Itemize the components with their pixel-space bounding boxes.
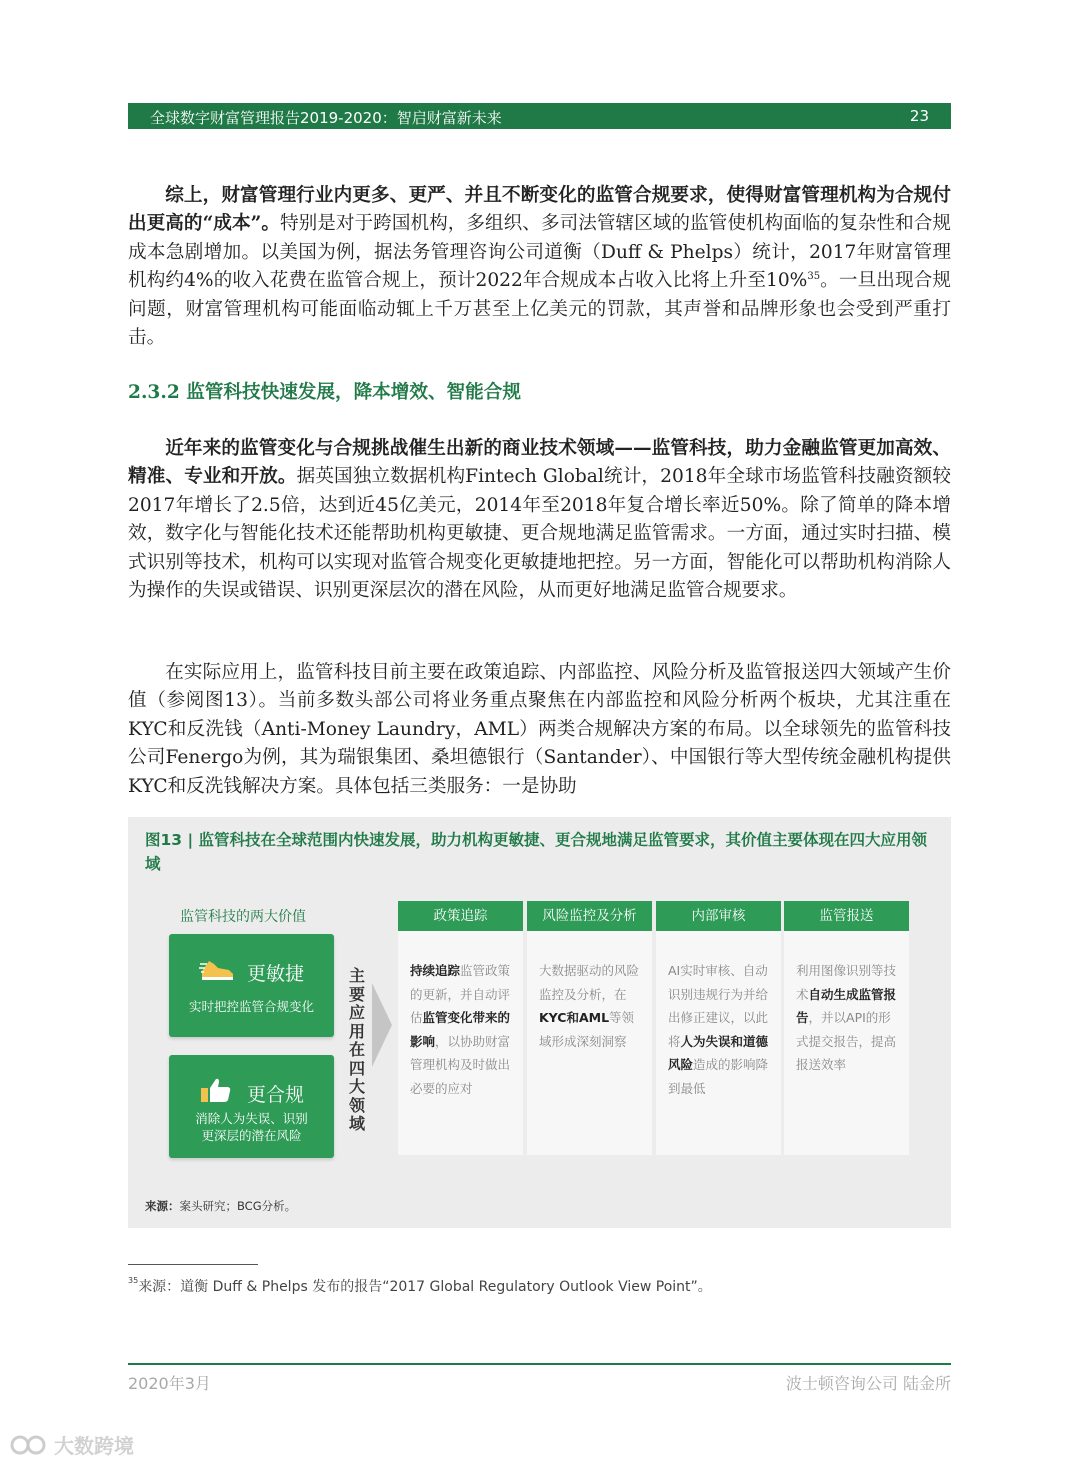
watermark <box>10 1430 134 1459</box>
paragraph-text: 特别是对于跨国机构，多组织、多司法管辖区域的监管使机构面临的复杂性和合规成本急剧增加。以美国为例，据法务管理咨询公司道衡（Duff & Phelps）统计，2017年财富管理机构约4%的收入花费在监管合规上，预计2022年合规成本占收入比将上升至10% <box>128 213 951 292</box>
domain-highlight: 人为失误和道德风险 <box>668 1033 769 1072</box>
domain-highlight: 持续追踪 <box>410 963 461 978</box>
domain-internal-audit <box>656 901 781 1155</box>
report-title: 全球数字财富管理报告2019-2020：智启财富新未来 <box>150 109 502 127</box>
footer-date: 2020年3月 <box>128 1374 211 1393</box>
domain-title: 监管报送 <box>784 901 909 931</box>
source-label: 来源： <box>145 1199 180 1213</box>
paragraph-text: 在实际应用上，监管科技目前主要在政策追踪、内部监控、风险分析及监管报送四大领域产生价值（参阅图13）。当前多数头部公司将业务重点聚焦在内部监控和风险分析两个板块，尤其注重在KYC和反洗钱（Anti-Money Laundry，AML）两类合规解决方案的布局。以全球领先的监管科技公司Fenergo为例，其为瑞银集团、桑坦德银行（Santander）、中国银行等大型传统金融机构提供KYC和反洗钱解决方案。具体包括三类服务：一是协助 <box>128 662 951 797</box>
paragraph-text: 据英国独立数据机构Fintech Global统计，2018年全球市场监管科技融资额较2017年增长了2.5倍，达到近45亿美元，2014年至2018年复合增长率近50%。除了简单的降本增效，数字化与智能化技术还能帮助机构更敏捷、更合规地满足监管需求。一方面，通过实时扫描、模式识别等技术，机构可以实现对监管合规变化更敏捷地把控。另一方面，智能化可以帮助机构消除人为操作的失误或错误、识别更深层次的潜在风险，从而更好地满足监管合规要求。 <box>128 466 951 602</box>
figure-13 <box>128 817 951 1228</box>
page-number: 23 <box>909 107 929 125</box>
paragraph-text: 。一旦出现合规问题，财富管理机构可能面临动辄上千万甚至上亿美元的罚款，其声誉和品牌形象也会受到严重打击。 <box>128 270 951 349</box>
domain-body <box>398 931 523 1155</box>
value-desc-line: 更深层的潜在风险 <box>201 1128 302 1143</box>
footnote-reference[interactable]: 35 <box>807 271 821 283</box>
value-title: 更敏捷 <box>247 963 305 985</box>
domain-text: ，并以API的形式提交报告，提高报送效率 <box>796 1010 897 1072</box>
domain-regulatory-reporting <box>784 901 909 1155</box>
value-desc <box>169 1110 334 1144</box>
watermark-text: 大数跨境 <box>54 1434 134 1458</box>
footnote-number: 35 <box>128 1276 139 1285</box>
domain-text: AI实时审核、自动识别违规行为并给出修正建议，以此将 <box>668 963 769 1049</box>
paragraph-bold-lead: 近年来的监管变化与合规挑战催生出新的商业技术领域——监管科技，助力金融监管更加高效、精准、专业和开放。 <box>128 438 951 488</box>
footer-divider <box>128 1363 951 1365</box>
footnote-divider <box>128 1264 258 1265</box>
brand-logo-icon <box>10 1433 50 1457</box>
paragraph-bold-lead: 综上，财富管理行业内更多、更严、并且不断变化的监管合规要求，使得财富管理机构为合规付出更高的“成本”。 <box>128 185 951 235</box>
domain-highlight: 自动生成监管报告 <box>796 986 897 1025</box>
domain-text: 等领域形成深刻洞察 <box>539 1010 635 1049</box>
figure-caption: 图13 | 监管科技在全球范围内快速发展，助力机构更敏捷、更合规地满足监管要求，其价值主要体现在四大应用领域 <box>145 831 928 873</box>
arrow-right-icon <box>372 983 392 1067</box>
value-title: 更合规 <box>247 1084 305 1106</box>
footnote <box>128 1276 712 1296</box>
source-text: 案头研究；BCG分析。 <box>179 1199 297 1213</box>
running-shoe-icon <box>199 955 235 983</box>
footer-org: 波士顿咨询公司 陆金所 <box>785 1374 951 1393</box>
domain-text: 造成的影响降到最低 <box>668 1057 769 1096</box>
domain-body <box>784 931 909 1155</box>
footnote-text: 来源：道衡 Duff & Phelps 发布的报告“2017 Global Regulatory Outlook View Point”。 <box>138 1279 712 1295</box>
paragraph-regtech-growth <box>128 435 951 605</box>
domain-text: ，以协助财富管理机构及时做出必要的应对 <box>410 1033 511 1096</box>
value-box-compliant <box>169 1055 334 1158</box>
domain-text: 大数据驱动的风险监控及分析，在 <box>539 963 640 1002</box>
domain-body <box>527 931 652 1155</box>
paragraph-compliance-cost <box>128 182 951 352</box>
vertical-label: 主要应用在四大领域 <box>348 966 365 1133</box>
page-header <box>128 103 951 129</box>
domain-title: 政策追踪 <box>398 901 523 931</box>
domain-highlight: KYC和AML <box>539 1010 610 1025</box>
domain-highlight: 监管变化带来的影响 <box>410 1010 511 1049</box>
domain-text: 利用图像识别等技术 <box>796 963 897 1002</box>
paragraph-regtech-applications <box>128 659 951 801</box>
domain-title: 内部审核 <box>656 901 781 931</box>
values-title: 监管科技的两大价值 <box>180 909 306 925</box>
domain-policy-tracking <box>398 901 523 1155</box>
value-desc: 实时把控监管合规变化 <box>188 999 314 1014</box>
figure-source <box>145 1198 296 1214</box>
domain-text: 监管政策的更新，并自动评估 <box>410 963 511 1025</box>
thumbs-up-icon <box>199 1076 235 1104</box>
value-desc-line: 消除人为失误、识别 <box>195 1111 308 1126</box>
domain-risk-monitoring <box>527 901 652 1155</box>
domain-body <box>656 931 781 1155</box>
section-heading: 2.3.2 监管科技快速发展，降本增效、智能合规 <box>128 382 521 403</box>
value-box-agile <box>169 934 334 1037</box>
domain-title: 风险监控及分析 <box>527 901 652 931</box>
